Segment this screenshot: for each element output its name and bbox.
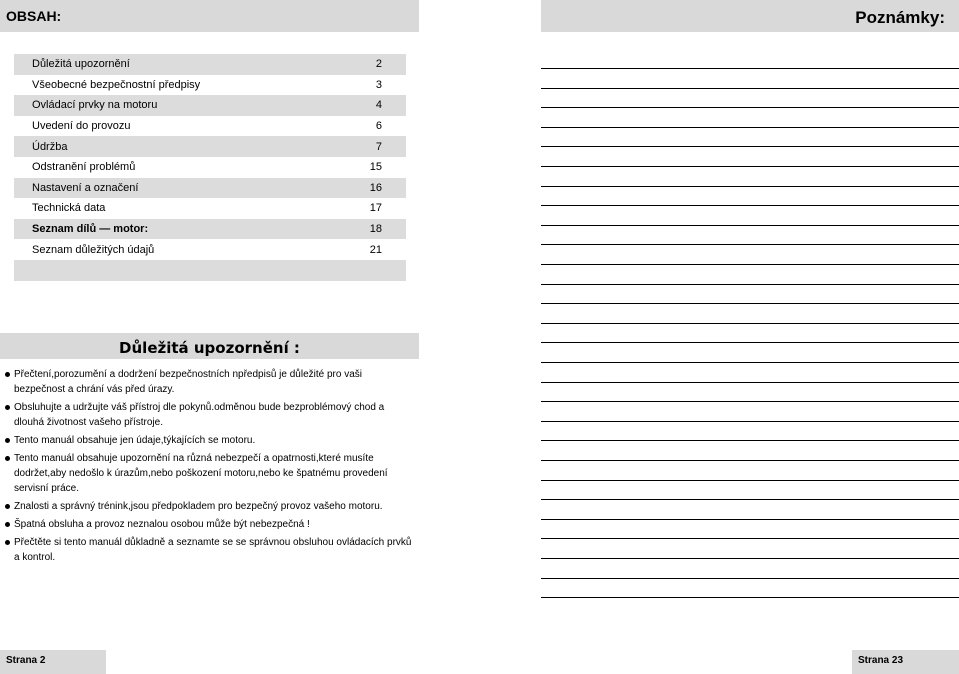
warning-list: [4, 367, 414, 568]
notes-line: [541, 68, 959, 69]
list-item: Špatná obsluha a provoz neznalou osobou může být nebezpečná !: [4, 517, 414, 532]
toc-item[interactable]: [14, 178, 406, 199]
notes-line: [541, 440, 959, 441]
toc-page: 7: [375, 140, 382, 153]
notes-line: [541, 597, 959, 598]
toc-label: Údržba: [32, 140, 68, 153]
toc-page: 15: [369, 161, 382, 174]
notes-line: [541, 225, 959, 226]
notes-line: [541, 480, 959, 481]
toc-page: 6: [375, 120, 382, 133]
notes-line: [541, 538, 959, 539]
toc-item[interactable]: [14, 239, 406, 260]
notes-line: [541, 186, 959, 187]
notes-line: [541, 244, 959, 245]
toc-item[interactable]: [14, 157, 406, 178]
toc-page: 18: [369, 223, 382, 236]
notes-line: [541, 303, 959, 304]
toc-label: Seznam dílů — motor:: [32, 223, 149, 236]
notes-line: [541, 127, 959, 128]
toc-page: 2: [375, 58, 382, 71]
toc-item[interactable]: [14, 95, 406, 116]
toc-label: Odstranění problémů: [32, 161, 136, 174]
list-item: Tento manuál obsahuje jen údaje,týkajících se motoru.: [4, 433, 414, 448]
toc-label: Seznam důležitých údajů: [32, 243, 155, 256]
notes-header: Poznámky:: [541, 0, 959, 32]
list-item: Znalosti a správný trénink,jsou předpokladem pro bezpečný provoz vašeho motoru.: [4, 499, 414, 514]
page-number-left: Strana 2: [0, 650, 106, 674]
notes-line: [541, 107, 959, 108]
notes-line: [541, 558, 959, 559]
notes-line: [541, 578, 959, 579]
toc-label: Nastavení a označení: [32, 181, 139, 194]
contents-header: OBSAH:: [0, 0, 419, 32]
notes-line: [541, 264, 959, 265]
notes-line: [541, 146, 959, 147]
toc-page: 21: [369, 243, 382, 256]
notes-line: [541, 421, 959, 422]
toc-item[interactable]: [14, 136, 406, 157]
notes-line: [541, 401, 959, 402]
toc-item[interactable]: [14, 54, 406, 75]
toc-item[interactable]: [14, 116, 406, 137]
table-of-contents: [14, 54, 406, 281]
toc-page: 17: [369, 202, 382, 215]
toc-item[interactable]: [14, 75, 406, 96]
notes-line: [541, 362, 959, 363]
notes-line: [541, 342, 959, 343]
list-item: Přečtení,porozumění a dodržení bezpečnostních npředpisů je důležité pro vaši bezpečnost a chrání vás před úrazy.: [4, 367, 414, 397]
toc-label: Všeobecné bezpečnostní předpisy: [32, 78, 201, 91]
toc-item[interactable]: [14, 219, 406, 240]
notes-line: [541, 284, 959, 285]
list-item: Tento manuál obsahuje upozornění na různá nebezpečí a opatrnosti,které musíte dodržet,aby nedošlo k úrazům,nebo poškození motoru,nebo ke špatnému provedení servisní práce.: [4, 451, 414, 496]
notes-line: [541, 382, 959, 383]
toc-blank-row: [14, 260, 406, 281]
notes-line: [541, 323, 959, 324]
toc-page: 3: [375, 78, 382, 91]
notes-line: [541, 519, 959, 520]
toc-label: Ovládací prvky na motoru: [32, 99, 158, 112]
toc-page: 4: [375, 99, 382, 112]
page-number-right: Strana 23: [852, 650, 959, 674]
section-title: Důležitá upozornění :: [0, 333, 419, 359]
notes-line: [541, 460, 959, 461]
toc-label: Uvedení do provozu: [32, 120, 131, 133]
list-item: Obsluhujte a udržujte váš přístroj dle pokynů.odměnou bude bezproblémový chod a dlouhá životnost vašeho přístroje.: [4, 400, 414, 430]
toc-page: 16: [369, 181, 382, 194]
toc-item[interactable]: [14, 198, 406, 219]
toc-label: Technická data: [32, 202, 106, 215]
notes-line: [541, 205, 959, 206]
list-item: Přečtěte si tento manuál důkladně a seznamte se se správnou obsluhou ovládacích prvků a kontrol.: [4, 535, 414, 565]
notes-line: [541, 88, 959, 89]
toc-label: Důležitá upozornění: [32, 58, 130, 71]
notes-line: [541, 499, 959, 500]
notes-line: [541, 166, 959, 167]
